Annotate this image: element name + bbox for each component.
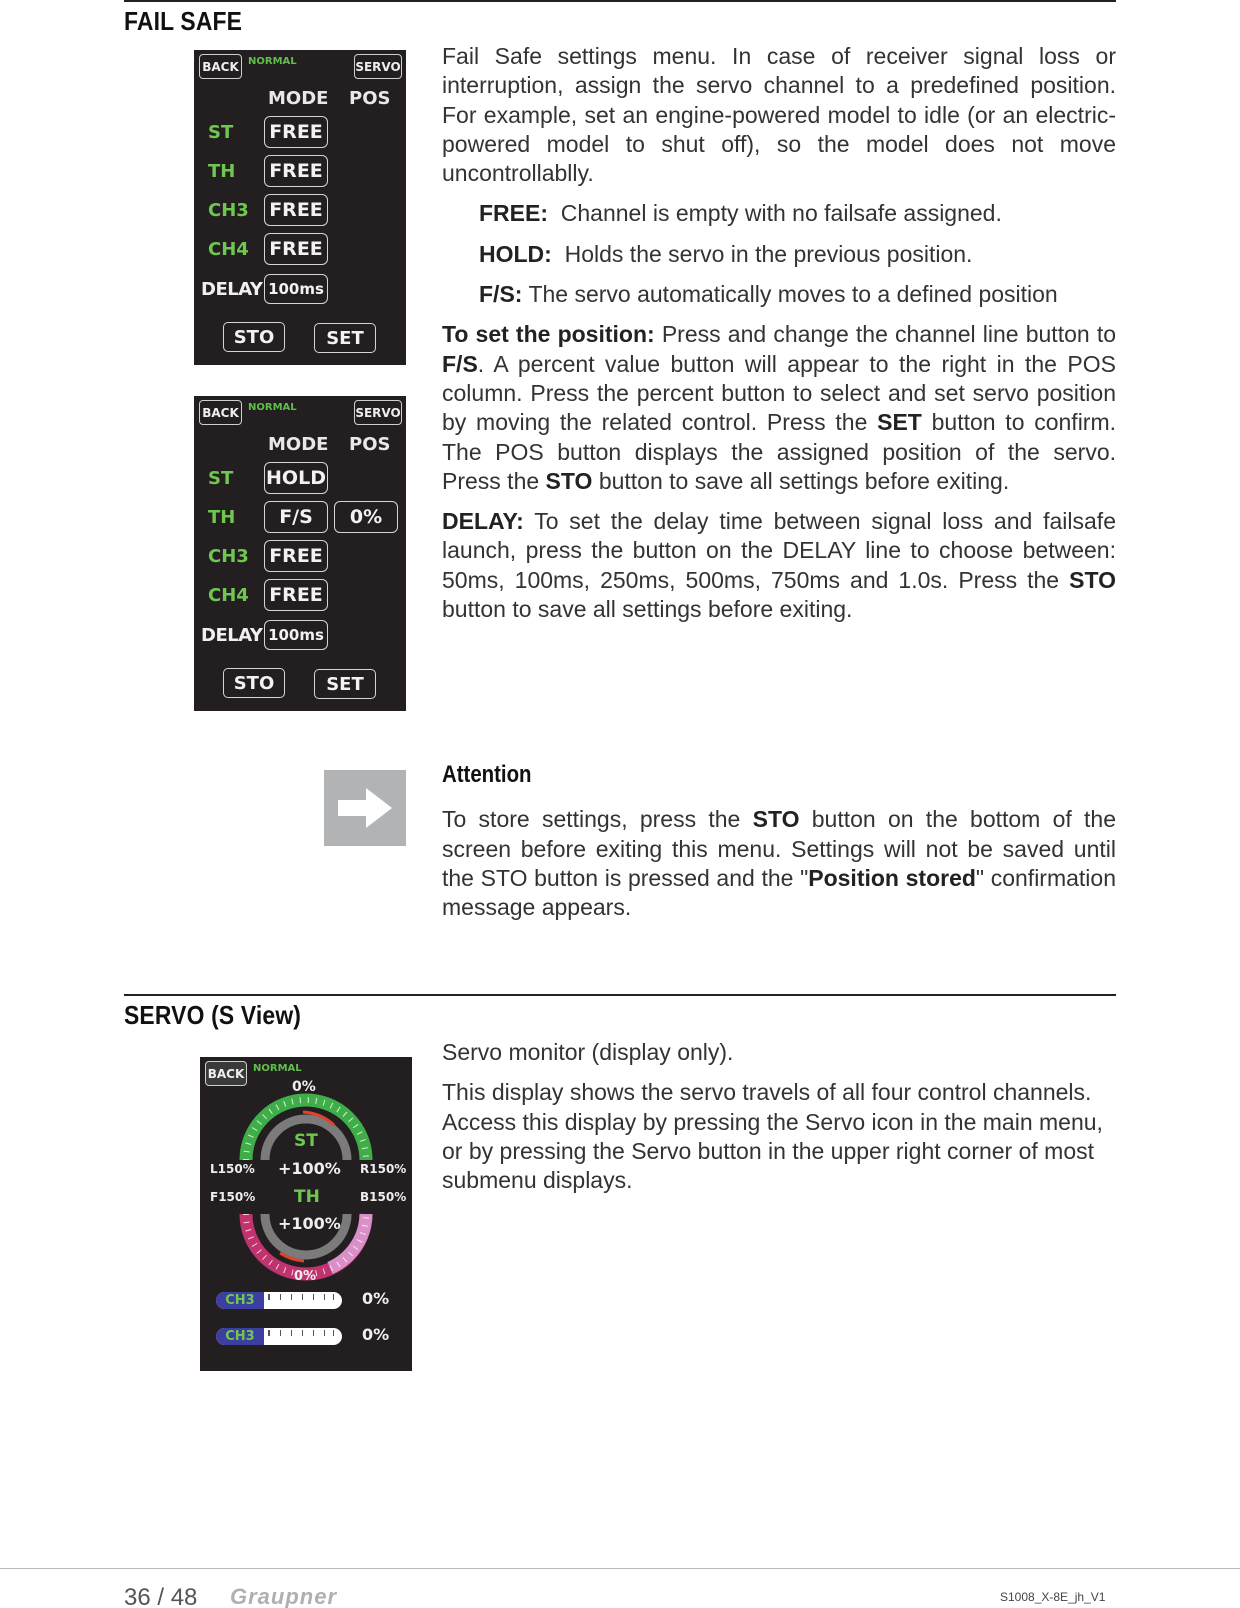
footer-rule xyxy=(0,1568,1240,1569)
attention-text-part: button on the bottom of the screen before exiting this menu. Settings will not be saved until the STO button is pressed and the " xyxy=(442,806,1117,891)
set-position-text: . A percent value button will appear to the right in the POS column. Press the percent button to select and set servo position by moving the related control. Press the xyxy=(442,350,1116,436)
channel-label: ST xyxy=(208,468,234,489)
servo-button[interactable]: SERVO xyxy=(354,400,402,425)
mode-button-ch3[interactable]: FREE xyxy=(264,540,328,572)
pos-value-button-th[interactable]: 0% xyxy=(334,501,398,533)
delay-term: DELAY: xyxy=(442,508,524,535)
servo-text xyxy=(442,1038,1116,1195)
channel-label: TH xyxy=(208,507,236,528)
sto-button[interactable]: STO xyxy=(223,668,285,698)
ch-bar-row xyxy=(216,1328,342,1345)
servo-title: SERVO (S View) xyxy=(124,1000,302,1030)
st-label: ST xyxy=(294,1131,318,1151)
ch-bar-label: CH3 xyxy=(216,1328,264,1345)
channel-label: CH3 xyxy=(208,546,249,567)
failsafe-intro: Fail Safe settings menu. In case of receiver signal loss or interruption, assign the servo channel to a predefined position. For example, set an engine-powered model to idle (or an electric-powered model to shut off), so the model does not move uncontrollablly. xyxy=(442,43,1116,187)
failsafe-title: FAIL SAFE xyxy=(124,6,243,36)
servo-section-rule xyxy=(124,994,1116,996)
servo-button[interactable]: SERVO xyxy=(354,54,402,79)
servo-p2: This display shows the servo travels of all four control channels. Access this display by pressing the Servo icon in the main menu, or by pressing the Servo button in the upper right corner of most submenu displays. xyxy=(442,1079,1103,1194)
attention-text-part: " confirmation message appears. xyxy=(442,864,1116,921)
attention-text xyxy=(442,805,1116,922)
pos-column-header: POS xyxy=(349,88,391,109)
delay-button[interactable]: 100ms xyxy=(264,620,328,650)
attention-text-part: To store settings, press the xyxy=(442,806,741,833)
mode-button-ch4[interactable]: FREE xyxy=(264,579,328,611)
failsafe-screen-default xyxy=(194,50,406,365)
ch-bar-ticks xyxy=(268,1294,334,1300)
ch-bar-ticks xyxy=(268,1330,334,1336)
st-top-percent: 0% xyxy=(292,1079,316,1095)
servo-monitor-screen xyxy=(200,1057,412,1371)
hold-term: HOLD: xyxy=(479,240,552,267)
mode-button-st[interactable]: FREE xyxy=(264,116,328,148)
failsafe-text xyxy=(442,42,1116,624)
hold-desc: Holds the servo in the previous position. xyxy=(564,240,973,267)
channel-label: TH xyxy=(208,161,236,182)
th-bottom-percent: 0% xyxy=(294,1269,317,1284)
position-stored-term: Position stored xyxy=(808,864,976,891)
sto-button[interactable]: STO xyxy=(223,322,285,352)
l150-label: L150% xyxy=(210,1162,255,1176)
th-value: +100% xyxy=(278,1214,341,1233)
attention-block xyxy=(442,760,1116,922)
channel-label: CH4 xyxy=(208,585,249,606)
delay-button[interactable]: 100ms xyxy=(264,274,328,304)
mode-button-th[interactable]: F/S xyxy=(264,501,328,533)
b150-label: B150% xyxy=(360,1190,407,1204)
back-button[interactable]: BACK xyxy=(199,54,242,79)
channel-label: CH4 xyxy=(208,239,249,260)
free-desc: Channel is empty with no failsafe assigned. xyxy=(560,200,1002,227)
set-position-text: button to confirm. The POS button displays the assigned position of the servo. Press the xyxy=(442,409,1117,494)
set-position-term: To set the position: xyxy=(442,321,655,348)
servo-p1: Servo monitor (display only). xyxy=(442,1039,734,1065)
document-code: S1008_X-8E_jh_V1 xyxy=(1000,1590,1106,1604)
delay-text: button to save all settings before exiting. xyxy=(442,596,853,623)
set-position-text: button to save all settings before exiting. xyxy=(598,467,1010,494)
back-button[interactable]: BACK xyxy=(205,1061,247,1086)
fs-definition xyxy=(442,280,1116,309)
set-button[interactable]: SET xyxy=(314,323,376,353)
free-definition xyxy=(442,199,1116,228)
top-rule xyxy=(124,0,1116,2)
set-position-paragraph xyxy=(442,320,1116,496)
hold-definition xyxy=(442,240,1116,269)
sto-inline-term: STO xyxy=(545,467,593,494)
set-inline-term: SET xyxy=(877,409,922,436)
graupner-logo: Graupner xyxy=(230,1584,338,1608)
free-term: FREE: xyxy=(479,200,548,227)
delay-label: DELAY xyxy=(201,279,263,300)
mode-column-header: MODE xyxy=(268,434,329,455)
attention-arrow-box xyxy=(324,770,406,846)
set-button[interactable]: SET xyxy=(314,669,376,699)
sto-inline-term: STO xyxy=(752,806,800,833)
fs-desc: The servo automatically moves to a defined position xyxy=(528,281,1058,308)
ch-value: 0% xyxy=(362,1289,390,1308)
channel-label: ST xyxy=(208,122,234,143)
ch-bar-row xyxy=(216,1292,342,1309)
delay-text: To set the delay time between signal loss and failsafe launch, press the button on the DELAY line to choose between: 50ms, 100ms, 250ms, 500ms, 750ms and 1.0s. Press the xyxy=(442,508,1116,593)
mode-column-header: MODE xyxy=(268,88,329,109)
page-number: 36 / 48 xyxy=(124,1584,198,1608)
delay-label: DELAY xyxy=(201,625,263,646)
mode-normal-label: NORMAL xyxy=(248,56,297,67)
delay-paragraph xyxy=(442,507,1116,624)
f150-label: F150% xyxy=(210,1190,256,1204)
fs-term: F/S: xyxy=(479,281,523,308)
arrow-right-icon xyxy=(324,770,406,846)
mode-button-th[interactable]: FREE xyxy=(264,155,328,187)
fs-inline-term: F/S xyxy=(442,350,478,377)
mode-button-ch4[interactable]: FREE xyxy=(264,233,328,265)
mode-normal-label: NORMAL xyxy=(253,1063,302,1074)
ch-value: 0% xyxy=(362,1325,390,1344)
mode-button-st[interactable]: HOLD xyxy=(264,462,328,494)
mode-normal-label: NORMAL xyxy=(248,402,297,413)
mode-button-ch3[interactable]: FREE xyxy=(264,194,328,226)
ch-bar-label: CH3 xyxy=(216,1292,264,1309)
st-value: +100% xyxy=(278,1159,341,1178)
attention-title: Attention xyxy=(442,761,532,788)
failsafe-screen-configured xyxy=(194,396,406,711)
sto-inline-term: STO xyxy=(1069,566,1117,593)
r150-label: R150% xyxy=(360,1162,407,1176)
channel-label: CH3 xyxy=(208,200,249,221)
th-label: TH xyxy=(294,1187,320,1207)
back-button[interactable]: BACK xyxy=(199,400,242,425)
pos-column-header: POS xyxy=(349,434,391,455)
set-position-text: Press and change the channel line button to xyxy=(661,321,1116,348)
